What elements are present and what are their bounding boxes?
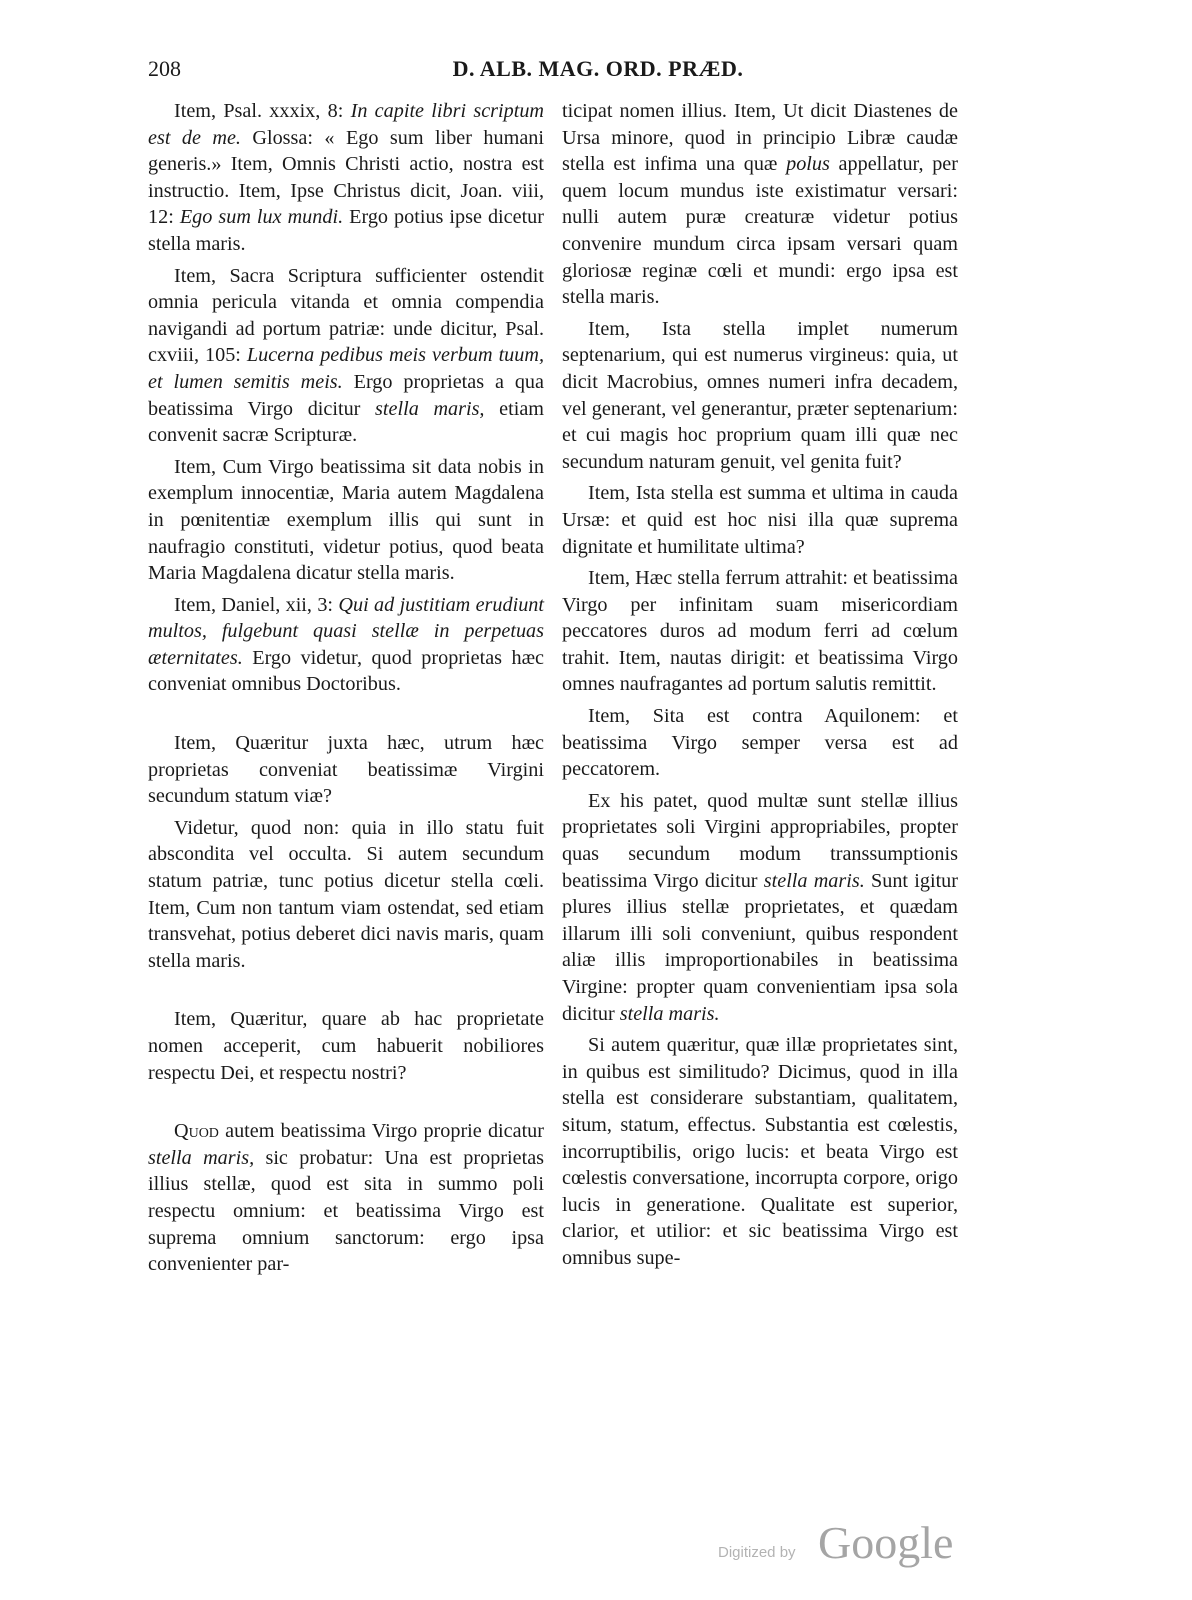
paragraph: Item, Sita est contra Aquilonem: et beatissima Virgo semper versa est ad peccatorem. xyxy=(562,705,958,781)
text-run: Ergo potius ipse dicetur stella maris. xyxy=(148,206,545,255)
paragraph xyxy=(148,263,544,449)
paragraph xyxy=(562,98,958,311)
text-run: Sunt igitur plures illius stellæ proprietates, et quædam illarum illi soli conveniunt, quibus respondent aliæ illis improportionabiles in beatissima Virgine: propter quam convenientiam ipsa sola dicitur xyxy=(562,869,958,1025)
italic-quote: Lucerna pedibus meis verbum tuum, et lumen semitis meis. xyxy=(148,344,544,393)
running-head: D. ALB. MAG. ORD. PRÆD. xyxy=(452,56,744,81)
italic-term: stella maris. xyxy=(619,1002,720,1025)
page-number: 208 xyxy=(148,56,181,81)
text-run: sic probatur: Una est proprietas illius stellæ, quod est sita in summo poli respectu omnium: et beatissima Virgo est suprema omnium sanctorum: ergo ipsa convenienter par- xyxy=(148,1146,545,1276)
paragraph: Item, Quæritur juxta hæc, utrum hæc proprietas conveniat beatissimæ Virgini secundum statum viæ? xyxy=(148,732,544,808)
watermark-prefix: Digitized by xyxy=(718,1544,796,1561)
paragraph: Item, Ista stella implet numerum septenarium, qui est numerus virgineus: quia, ut dicit Macrobius, omnes numeri infra decadem, vel generant, vel generantur, præter septenarium: et cui magis hoc proprium quam illi quæ nec secundum naturam genuit, vel genita fuit? xyxy=(562,317,958,473)
italic-quote: In capite libri scriptum est de me. xyxy=(148,100,544,149)
paragraph: Item, Cum Virgo beatissima sit data nobis in exemplum innocentiæ, Maria autem Magdalena in pœnitentiæ exemplum illis qui sunt in naufragio constituti, videtur potius, quod beata Maria Magdalena dicatur stella maris. xyxy=(148,455,544,585)
text-run: Ex his patet, quod multæ sunt stellæ illius proprietates soli Virgini appropriabiles, propter quas secundum modum transsumptionis beatissima Virgo dicitur xyxy=(562,789,958,892)
text-run: Item, Sacra Scriptura sufficienter ostendit omnia pericula vitanda et omnia compendia navigandi ad portum patriæ: unde dicitur, Psal. cxviii, 105: xyxy=(148,264,544,367)
small-caps-opening: Quod xyxy=(174,1120,219,1143)
italic-term: stella maris. xyxy=(763,869,865,892)
italic-quote: stella maris, xyxy=(148,1146,255,1169)
italic-quote: stella maris, xyxy=(375,397,485,420)
paragraph: Videtur, quod non: quia in illo statu fuit abscondita vel occulta. Si autem secundum statum patriæ, tunc potius dicetur stella cœli. Item, Cum non tantum viam ostendat, sed etiam transvehat, potius deberet dici navis maris, quam stella maris. xyxy=(148,816,544,972)
text-run: ticipat nomen illius. Item, Ut dicit Diastenes de Ursa minore, quod in principio Libræ caudæ stella est infima una quæ xyxy=(562,100,958,176)
text-run: Item, Psal. xxxix, 8: xyxy=(174,100,351,122)
left-column xyxy=(148,98,544,1283)
italic-term: polus xyxy=(786,153,830,176)
italic-quote: Qui ad justitiam erudiunt multos, fulgebunt quasi stellæ in perpetuas æternitates. xyxy=(148,593,544,669)
text-run: Item, Daniel, xii, 3: xyxy=(174,593,339,616)
paragraph: Item, Quæritur, quare ab hac proprietate nomen acceperit, cum habuerit nobiliores respectu Dei, et respectu nostri? xyxy=(148,1008,544,1084)
text-run: Glossa: « Ego sum liber humani generis.» Item, Omnis Christi actio, nostra est instructio. Item, Ipse Christus dicit, Joan. viii, 12: xyxy=(148,126,544,229)
text-run: etiam convenit sacræ Scripturæ. xyxy=(148,397,544,447)
paragraph xyxy=(148,1118,544,1278)
text-run: Ergo videtur, quod proprietas hæc conveniat omnibus Doctoribus. xyxy=(148,646,544,696)
text-run: autem beatissima Virgo proprie dicatur xyxy=(218,1120,544,1143)
italic-quote: Ego sum lux mundi. xyxy=(179,206,344,229)
text-run: Ergo proprietas a qua beatissima Virgo dicitur xyxy=(148,370,544,420)
text-run: appellatur, per quem locum mundus iste existimatur versari: nulli autem puræ creaturæ videtur potius convenire mundum circa ipsam versari quam gloriosæ reginæ cœli et mundi: ergo ipsa est stella maris. xyxy=(562,153,958,309)
digitized-by-google-watermark xyxy=(718,1517,958,1572)
google-logo: Google xyxy=(818,1517,954,1568)
right-column xyxy=(562,98,958,1277)
paragraph: Item, Ista stella est summa et ultima in cauda Ursæ: et quid est hoc nisi illa quæ suprema dignitate et humilitate ultima? xyxy=(562,482,958,558)
paragraph xyxy=(562,788,958,1027)
paragraph: Si autem quæritur, quæ illæ proprietates sint, in quibus est similitudo? Dicimus, quod in illa stella est considerare substantiam, qualitatem, situm, statum, effectus. Substantia est cœlestis, incorruptibilis, origo lucis: et beata Virgo est cœlestis conversatione, incorrupta corpore, origo lucis in generatione. Qualitate est superior, clarior, et utilior: et sic beatissima Virgo est omnibus supe- xyxy=(562,1034,958,1269)
paragraph xyxy=(148,98,544,258)
paragraph: Item, Hæc stella ferrum attrahit: et beatissima Virgo per infinitam suam misericordiam peccatores duros ad modum ferri ad cœlum trahit. Item, nautas dirigit: et beatissima Virgo omnes naufragantes ad portum salutis remittit. xyxy=(562,567,958,696)
paragraph xyxy=(148,592,544,698)
page-header xyxy=(148,56,958,86)
